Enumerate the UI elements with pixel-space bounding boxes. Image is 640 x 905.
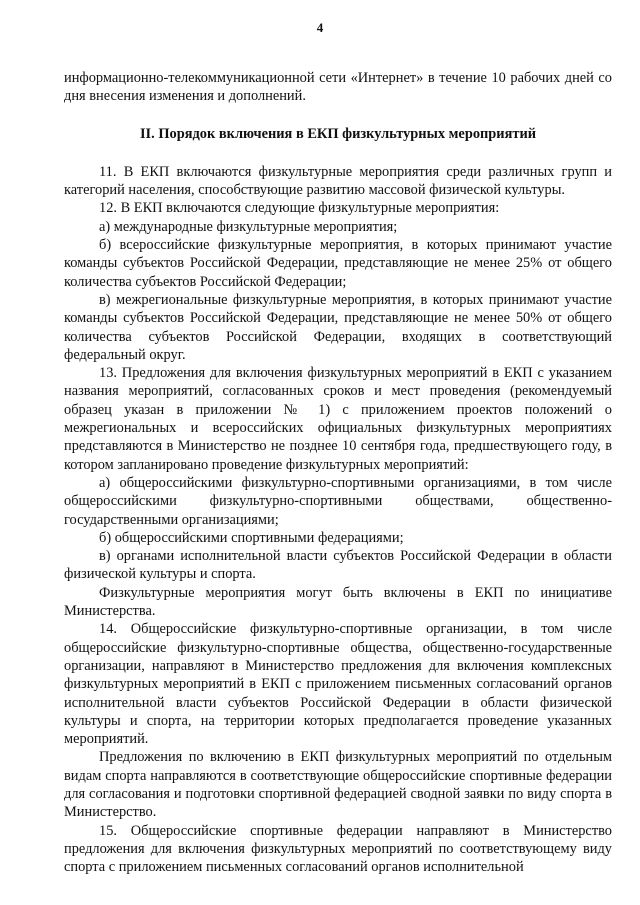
paragraph-13: 13. Предложения для включения физкультурных мероприятий в ЕКП с указанием названия мероприятий, согласованных сроков и мест проведения (рекомендуемый образец указан в приложении № 1) с приложением проектов положений о межрегиональных и всероссийских официальных физкультурных мероприятиях представляются в Министерство не позднее 10 сентября года, предшествующего году, в котором запланировано проведение физкультурных мероприятий: bbox=[64, 365, 612, 473]
paragraph-11: 11. В ЕКП включаются физкультурные мероприятия среди различных групп и категорий населения, способствующие развитию массовой физической культуры. bbox=[64, 163, 612, 199]
paragraph-13-a: а) общероссийскими физкультурно-спортивными организациями, в том числе общероссийскими физкультурно-спортивными обществами, общественно-государственными организациями; bbox=[64, 474, 612, 528]
paragraph-12-v: в) межрегиональные физкультурные мероприятия, в которых принимают участие команды субъектов Российской Федерации, представляющие не менее 50% от общего количества субъектов Российской Федерации, входящих в соответствующий федеральный округ. bbox=[64, 291, 612, 363]
paragraph-14-proposals: Предложения по включению в ЕКП физкультурных мероприятий по отдельным видам спорта направляются в соответствующие общероссийские спортивные федерации для согласования и подготовки спортивной федерацией сводной заявки по виду спорта в Министерство. bbox=[64, 749, 612, 821]
paragraph-13-initiative: Физкультурные мероприятия могут быть включены в ЕКП по инициативе Министерства. bbox=[64, 584, 612, 620]
paragraph-12-a: а) международные физкультурные мероприятия; bbox=[99, 218, 398, 235]
paragraph-13-b: б) общероссийскими спортивными федерациями; bbox=[99, 529, 404, 546]
paragraph-13-v: в) органами исполнительной власти субъектов Российской Федерации в области физической культуры и спорта. bbox=[64, 548, 612, 583]
paragraph-12: 12. В ЕКП включаются следующие физкультурные мероприятия: bbox=[99, 200, 500, 217]
paragraph-14: 14. Общероссийские физкультурно-спортивные организации, в том числе общероссийские физкультурно-спортивные общества, общественно-государственные организации, направляют в Министерство предложения для включения комплексных физкультурных мероприятий в ЕКП с приложением письменных согласований органов исполнительной власти субъектов Российской Федерации в области физической культуры и спорта, на территории которых предполагается проведение указанных мероприятий. bbox=[64, 621, 612, 748]
document-body bbox=[64, 69, 612, 876]
page-number: 4 bbox=[316, 20, 324, 35]
paragraph-12-b: б) всероссийские физкультурные мероприятия, в которых принимают участие команды субъектов Российской Федерации, представляющие не менее 25% от общего количества субъектов Российской Федерации; bbox=[64, 237, 612, 290]
section-heading: II. Порядок включения в ЕКП физкультурных мероприятий bbox=[139, 125, 537, 142]
paragraph-15: 15. Общероссийские спортивные федерации направляют в Министерство предложения для включения физкультурных мероприятий по соответствующему виду спорта с приложением письменных согласований органов исполнительной bbox=[64, 822, 612, 876]
paragraph-continuation: информационно-телекоммуникационной сети «Интернет» в течение 10 рабочих дней со дня внесения изменения и дополнений. bbox=[64, 70, 612, 105]
